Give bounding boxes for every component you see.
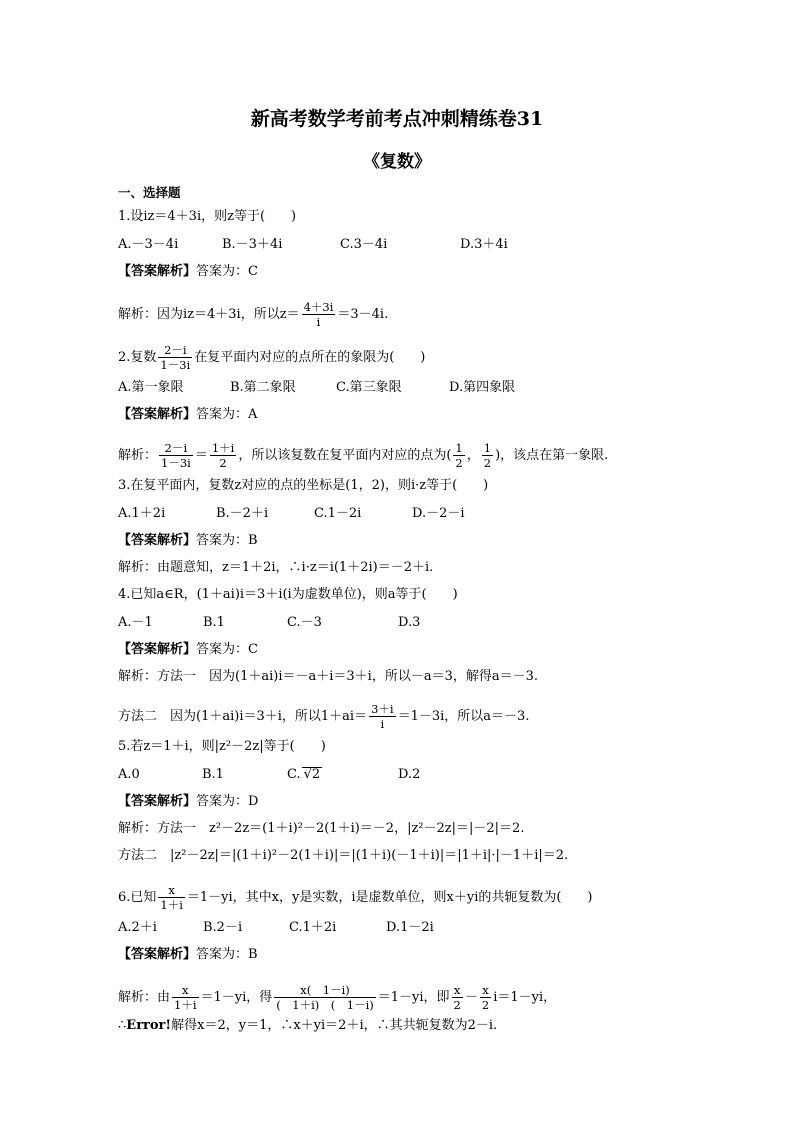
q2-frac-2 (210, 441, 237, 470)
q4-option-b: B.1 (203, 615, 225, 630)
frac-den: 2 (483, 456, 492, 470)
q4-sol2-b: ＝1－3i，所以a＝－3. (397, 709, 530, 724)
q2-stem-a: 2.复数 (118, 350, 157, 365)
section-heading: 一、选择题 (118, 185, 181, 200)
frac-den: i (316, 315, 321, 329)
page-title: 新高考数学考前考点冲刺精练卷31 (250, 108, 544, 130)
q6-answer (118, 946, 734, 964)
frac-den: 1－3i (160, 358, 191, 372)
answer-tag: 【答案解析】 (118, 407, 197, 422)
q3-option-a: A.1＋2i (118, 506, 166, 521)
answer-tag: 【答案解析】 (118, 264, 197, 279)
q4-answer-text: 答案为：C (196, 642, 258, 657)
q4-sol2-a: 方法二 因为(1＋ai)i＝3＋i，所以1＋ai＝ (118, 709, 368, 724)
q1-fraction (302, 300, 336, 329)
q1-stem: 1.设iz＝4＋3i，则z等于( ) (118, 209, 297, 224)
q6-stem-a: 6.已知 (118, 890, 157, 905)
q2-frac-1 (159, 441, 193, 470)
answer-tag: 【答案解析】 (118, 533, 197, 548)
q2-answer-text: 答案为：A (196, 407, 258, 422)
q5-option-c-label: C. (287, 767, 301, 782)
error-text: Error! (126, 1018, 172, 1033)
q5-solution-1: 解析：方法一 z²－2z＝(1＋i)²－2(1＋i)＝－2，|z²－2z|＝|－2|＝2. (118, 821, 525, 836)
q2-sol-c: )，该点在第一象限. (495, 448, 609, 463)
frac-den: 2 (455, 456, 463, 470)
frac-num: x (452, 983, 463, 998)
q6-frac-1 (172, 983, 199, 1012)
q6-frac-3 (452, 983, 463, 1012)
frac-num: x( 1－i) (274, 983, 375, 998)
q3-stem: 3.在复平面内，复数z对应的点的坐标是(1，2)，则i·z等于( ) (118, 478, 489, 493)
frac-num: 3＋i (371, 702, 394, 716)
q4-option-d: D.3 (398, 615, 421, 630)
answer-tag: 【答案解析】 (118, 947, 197, 962)
frac-num: x (480, 983, 491, 998)
q4-option-a: A.－1 (118, 615, 153, 630)
q6-frac-2 (274, 983, 375, 1012)
q3-answer-text: 答案为：B (196, 533, 258, 548)
q6-option-a: A.2＋i (118, 920, 157, 935)
q2-options (118, 379, 734, 397)
frac-den: i (380, 717, 385, 731)
q1-options (118, 236, 734, 254)
q2-option-b: B.第二象限 (230, 380, 296, 395)
q1-option-d: D.3＋4i (460, 237, 508, 252)
frac-num: x (172, 983, 199, 998)
q6-stem (118, 883, 734, 912)
q5-options (118, 766, 734, 784)
q6-minus: － (464, 990, 478, 1005)
page-subtitle: 《复数》 (363, 152, 431, 172)
q6-stem-b: ＝1－yi，其中x，y是实数，i是虚数单位，则x＋yi的共轭复数为( ) (186, 890, 593, 905)
q2-option-d: D.第四象限 (449, 380, 516, 395)
q3-answer (118, 532, 734, 550)
q1-option-b: B.－3＋4i (222, 237, 283, 252)
q1-sol-result: ＝3－4i. (337, 307, 389, 322)
q6-option-d: D.1－2i (386, 920, 434, 935)
q2-sol-a: 解析： (118, 448, 158, 463)
q5-answer (118, 793, 734, 811)
q2-answer (118, 406, 734, 424)
frac-den: 2 (481, 998, 490, 1012)
q6-sol-a: 解析：由 (118, 990, 171, 1005)
frac-num: 4＋3i (303, 300, 334, 314)
q1-sol-text: 解析：因为iz＝4＋3i，所以z＝ (118, 307, 300, 322)
q2-fraction (158, 343, 192, 372)
q4-answer (118, 641, 734, 659)
q2-frac-3 (453, 441, 464, 470)
q1-option-c: C.3－4i (340, 237, 388, 252)
frac-num: 1 (483, 441, 492, 455)
q6-last-b: 解得x＝2，y＝1，∴x＋yi＝2＋i，∴其共轭复数为2－i. (171, 1018, 498, 1033)
q6-options (118, 919, 734, 937)
q4-fraction (369, 702, 396, 731)
q2-stem-b: 在复平面内对应的点所在的象限为( ) (194, 350, 426, 365)
frac-den: 1＋i (174, 998, 197, 1012)
q2-sol-b: ，所以该复数在复平面内对应的点为( (238, 448, 452, 463)
q5-solution-2: 方法二 |z²－2z|＝|(1＋i)²－2(1＋i)|＝|(1＋i)(－1＋i)|＝|1＋i|·|－1＋i|＝2. (118, 848, 569, 863)
q4-options (118, 614, 734, 632)
q6-sol-b: ＝1－yi，得 (200, 990, 273, 1005)
q1-answer-text: 答案为：C (196, 264, 258, 279)
q3-option-c: C.1－2i (314, 506, 362, 521)
q6-option-c: C.1＋2i (289, 920, 337, 935)
answer-tag: 【答案解析】 (118, 642, 197, 657)
q2-option-c: C.第三象限 (336, 380, 402, 395)
q5-stem: 5.若z＝1＋i，则|z²－2z|等于( ) (118, 739, 326, 754)
q5-option-c (287, 766, 398, 784)
frac-num: 2－i (159, 441, 193, 456)
q2-comma: ， (466, 448, 480, 463)
frac-den: 1－3i (161, 456, 191, 470)
q5-option-d: D.2 (398, 767, 421, 782)
q3-option-b: B.－2＋i (216, 506, 269, 521)
answer-tag: 【答案解析】 (118, 794, 197, 809)
q5-sqrt-value: 2 (311, 767, 321, 782)
q2-eq: ＝ (194, 448, 208, 463)
frac-den: 2 (219, 456, 227, 470)
frac-num: x (158, 883, 185, 898)
q5-answer-text: 答案为：D (196, 794, 259, 809)
frac-den: ( 1＋i) ( 1－i) (276, 998, 374, 1012)
sqrt-icon: √2 (303, 767, 321, 782)
q2-stem (118, 343, 734, 372)
q1-answer (118, 263, 734, 281)
q6-frac-4 (480, 983, 491, 1012)
q6-sol-c: ＝1－yi，即 (377, 990, 450, 1005)
q1-solution (118, 300, 734, 329)
q1-option-a: A.－3－4i (118, 237, 179, 252)
q4-option-c: C.－3 (287, 615, 322, 630)
q3-option-d: D.－2－i (412, 506, 465, 521)
frac-den: 2 (453, 998, 461, 1012)
q5-option-b: B.1 (202, 767, 224, 782)
q3-options (118, 505, 734, 523)
q3-solution: 解析：由题意知，z＝1＋2i，∴i·z＝i(1＋2i)＝－2＋i. (118, 560, 434, 575)
q6-sol-d: i＝1－yi， (493, 990, 557, 1005)
q6-answer-text: 答案为：B (196, 947, 258, 962)
q4-solution-1: 解析：方法一 因为(1＋ai)i＝－a＋i＝3＋i，所以－a＝3，解得a＝－3. (118, 669, 538, 684)
q5-option-a: A.0 (118, 767, 140, 782)
frac-num: 2－i (158, 343, 192, 358)
q6-conclusion (118, 1017, 734, 1035)
q6-solution (118, 983, 734, 1012)
q2-solution (118, 441, 734, 470)
frac-num: 1 (455, 441, 463, 455)
q6-fraction (158, 883, 185, 912)
frac-num: 1＋i (211, 441, 235, 455)
q4-stem: 4.已知a∈R，(1＋ai)i＝3＋i(i为虚数单位)，则a等于( ) (118, 587, 458, 602)
q4-solution-2 (118, 702, 734, 731)
q2-option-a: A.第一象限 (118, 380, 184, 395)
q2-frac-4 (482, 441, 493, 470)
frac-den: 1＋i (160, 898, 183, 912)
q6-option-b: B.2－i (203, 920, 243, 935)
therefore-icon: ∴ (118, 1018, 127, 1033)
